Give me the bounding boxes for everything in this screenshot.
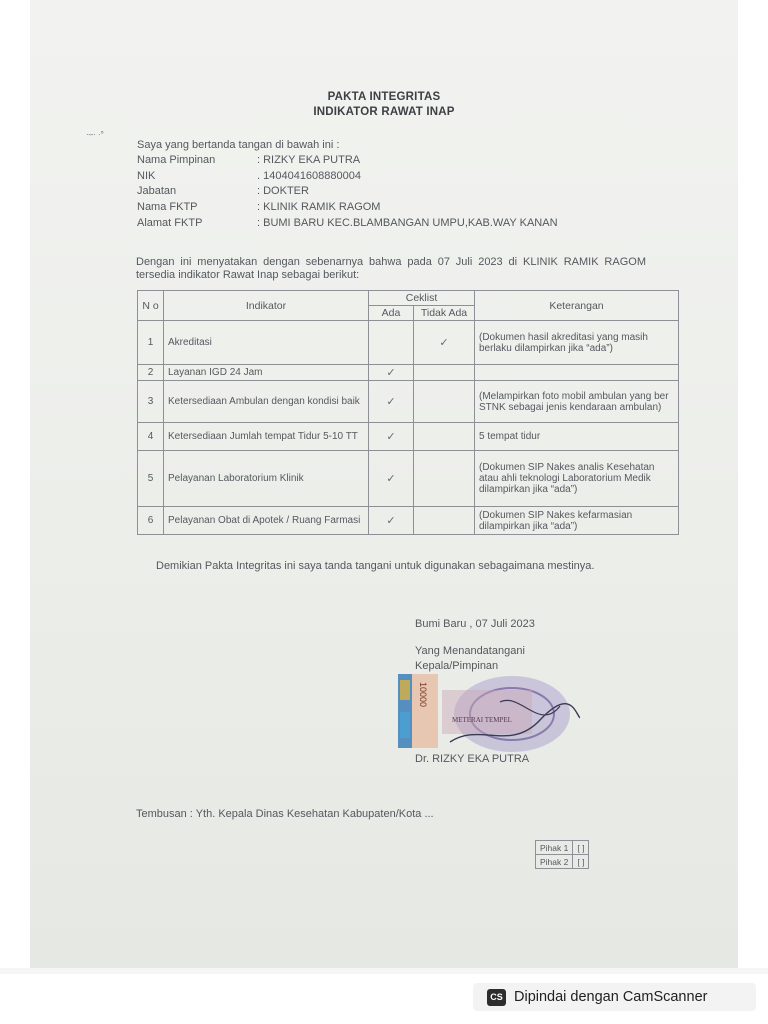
scan-artifact: ·–· ·°	[86, 130, 104, 139]
header-no: N o	[138, 291, 164, 321]
page-edge	[0, 968, 768, 974]
indicator-table	[137, 290, 679, 535]
identity-row-alamat	[137, 217, 558, 229]
pihak-value: [ ]	[573, 855, 589, 869]
row-tidak-ada-check	[414, 507, 475, 535]
row-ada-check	[369, 321, 414, 365]
row-no: 2	[138, 365, 164, 381]
header-indikator: Indikator	[164, 291, 369, 321]
row-tidak-ada-check	[414, 381, 475, 423]
pihak-value: [ ]	[573, 841, 589, 855]
identity-label: NIK	[137, 170, 156, 182]
identity-value: . 1404041608880004	[257, 170, 361, 182]
row-indikator: Pelayanan Laboratorium Klinik	[164, 451, 369, 507]
row-ada-check: ✓	[369, 423, 414, 451]
identity-label: Jabatan	[137, 185, 177, 197]
table-row	[138, 451, 679, 507]
camscanner-badge	[473, 983, 756, 1011]
place-date: Bumi Baru , 07 Juli 2023	[415, 618, 535, 630]
row-keterangan: (Dokumen hasil akreditasi yang masih berlaku dilampirkan jika “ada”)	[475, 321, 679, 365]
row-ada-check: ✓	[369, 507, 414, 535]
camscanner-logo-icon: CS	[487, 989, 506, 1006]
identity-value: : BUMI BARU KEC.BLAMBANGAN UMPU,KAB.WAY KANAN	[257, 217, 558, 229]
document-subtitle: INDIKATOR RAWAT INAP	[313, 106, 455, 118]
tembusan-text: Tembusan : Yth. Kepala Dinas Kesehatan Kabupaten/Kota ...	[136, 808, 434, 820]
stamp-and-signature	[390, 672, 580, 762]
row-indikator: Layanan IGD 24 Jam	[164, 365, 369, 381]
pihak-label: Pihak 1	[536, 841, 573, 855]
row-no: 3	[138, 381, 164, 423]
table-row	[536, 855, 589, 869]
identity-value: : KLINIK RAMIK RAGOM	[257, 201, 381, 213]
identity-row-fktp	[137, 201, 380, 213]
row-indikator: Akreditasi	[164, 321, 369, 365]
document-page	[30, 0, 738, 968]
signer-role: Kepala/Pimpinan	[415, 660, 499, 672]
identity-label: Nama FKTP	[137, 201, 198, 213]
pihak-table	[535, 840, 589, 869]
identity-value: : RIZKY EKA PUTRA	[257, 154, 361, 166]
row-ada-check: ✓	[369, 381, 414, 423]
table-row	[536, 841, 589, 855]
row-indikator: Pelayanan Obat di Apotek / Ruang Farmasi	[164, 507, 369, 535]
closing-paragraph: Demikian Pakta Integritas ini saya tanda tangani untuk digunakan sebagaimana mestinya.	[156, 560, 595, 572]
row-no: 6	[138, 507, 164, 535]
signer-caption: Yang Menandatangani	[415, 645, 525, 657]
row-tidak-ada-check: ✓	[414, 321, 475, 365]
table-row	[138, 507, 679, 535]
table-row	[138, 321, 679, 365]
table-row	[138, 381, 679, 423]
header-ada: Ada	[369, 306, 414, 321]
table-row	[138, 365, 679, 381]
row-no: 5	[138, 451, 164, 507]
row-keterangan: 5 tempat tidur	[475, 423, 679, 451]
identity-row-name	[137, 154, 360, 166]
row-indikator: Ketersediaan Jumlah tempat Tidur 5-10 TT	[164, 423, 369, 451]
row-tidak-ada-check	[414, 365, 475, 381]
row-keterangan	[475, 365, 679, 381]
stamp-materai-text: METERAI TEMPEL	[452, 716, 512, 724]
row-indikator: Ketersediaan Ambulan dengan kondisi baik	[164, 381, 369, 423]
row-keterangan: (Melampirkan foto mobil ambulan yang ber STNK sebagai jenis kendaraan ambulan)	[475, 381, 679, 423]
identity-label: Alamat FKTP	[137, 217, 203, 229]
row-keterangan: (Dokumen SIP Nakes kefarmasian dilampirkan jika “ada”)	[475, 507, 679, 535]
stamp-value-text: 10000	[418, 682, 428, 708]
table-header-row	[138, 291, 679, 306]
materai-stamp-icon	[390, 672, 580, 762]
identity-row-nik	[137, 170, 361, 182]
table-row	[138, 423, 679, 451]
identity-value: : DOKTER	[257, 185, 309, 197]
signer-name: Dr. RIZKY EKA PUTRA	[415, 753, 530, 765]
statement-paragraph: Dengan ini menyatakan dengan sebenarnya bahwa pada 07 Juli 2023 di KLINIK RAMIK RAGOM tersedia indikator Rawat Inap sebagai berikut:	[136, 256, 646, 281]
header-keterangan: Keterangan	[475, 291, 679, 321]
identity-label: Nama Pimpinan	[137, 154, 216, 166]
row-ada-check: ✓	[369, 365, 414, 381]
document-title: PAKTA INTEGRITAS	[327, 91, 441, 103]
row-keterangan: (Dokumen SIP Nakes analis Kesehatan atau ahli teknologi Laboratorium Medik dilampirkan jika “ada”)	[475, 451, 679, 507]
row-tidak-ada-check	[414, 451, 475, 507]
intro-text: Saya yang bertanda tangan di bawah ini :	[137, 139, 340, 151]
row-tidak-ada-check	[414, 423, 475, 451]
header-tidak-ada: Tidak Ada	[414, 306, 475, 321]
pihak-label: Pihak 2	[536, 855, 573, 869]
row-no: 1	[138, 321, 164, 365]
row-no: 4	[138, 423, 164, 451]
camscanner-label: Dipindai dengan CamScanner	[514, 989, 708, 1005]
row-ada-check: ✓	[369, 451, 414, 507]
header-ceklist: Ceklist	[369, 291, 475, 306]
identity-row-jabatan	[137, 185, 309, 197]
